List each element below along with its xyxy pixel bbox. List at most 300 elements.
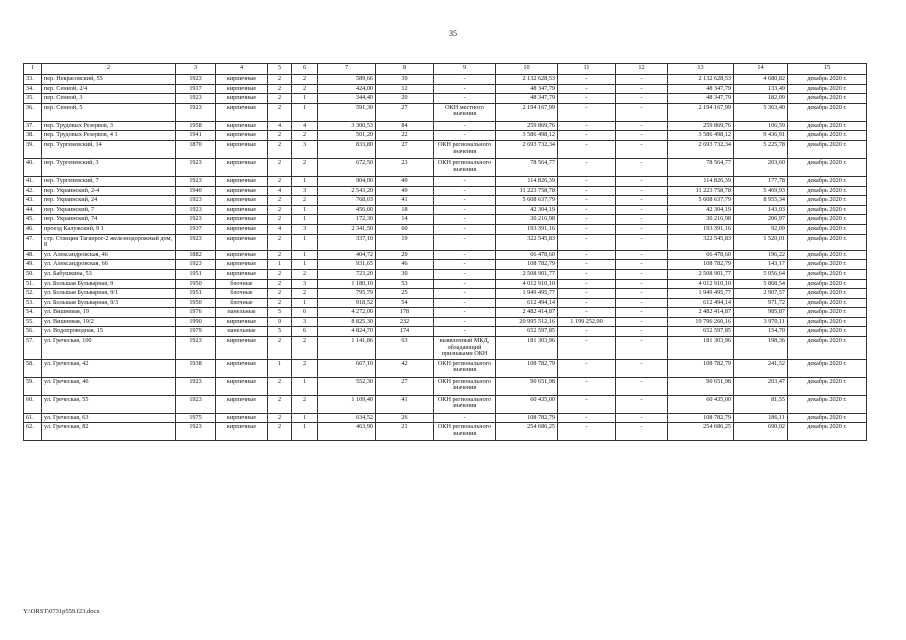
cell-heritage-status: -	[434, 269, 496, 279]
cell-entrances: 2	[292, 395, 318, 413]
cell-entrances: 1	[292, 377, 318, 395]
cell-area: 591,30	[318, 103, 376, 121]
cell-heritage-status: -	[434, 196, 496, 206]
cell-area: 634,52	[318, 413, 376, 423]
cell-entrances: 1	[292, 298, 318, 308]
cell-funding-other: -	[558, 158, 616, 176]
cell-owner-cost: 108 782,79	[668, 359, 734, 377]
cell-owner-cost: 612 494,14	[668, 298, 734, 308]
cell-funding-other: -	[558, 308, 616, 318]
cell-deadline: декабрь 2020 г.	[788, 298, 867, 308]
cell-funding-other: -	[558, 103, 616, 121]
cell-funding-extra: -	[616, 308, 668, 318]
cell-total-cost: 48 347,79	[496, 94, 558, 104]
cell-floors: 1	[268, 260, 292, 270]
table-row	[24, 308, 867, 318]
cell-funding-extra: -	[616, 140, 668, 158]
cell-row-number: 48.	[24, 250, 42, 260]
cell-funding-extra: -	[616, 215, 668, 225]
cell-wall-material: кирпичные	[216, 215, 268, 225]
cell-total-cost: 30 216,98	[496, 215, 558, 225]
cell-residents: 232	[376, 317, 434, 327]
header-row	[24, 64, 867, 75]
cell-wall-material: кирпичные	[216, 250, 268, 260]
cell-total-cost: 2 132 628,53	[496, 75, 558, 85]
cell-funding-other: -	[558, 205, 616, 215]
cell-floors: 2	[268, 75, 292, 85]
cell-residents: 20	[376, 250, 434, 260]
cell-entrances: 2	[292, 158, 318, 176]
cell-cost-per-sqm: 9 436,91	[734, 131, 788, 141]
cell-residents: 27	[376, 377, 434, 395]
cell-entrances: 1	[292, 103, 318, 121]
table-row	[24, 337, 867, 360]
cell-row-number: 37.	[24, 121, 42, 131]
cell-deadline: декабрь 2020 г.	[788, 176, 867, 186]
cell-cost-per-sqm: 5 868,54	[734, 279, 788, 289]
cell-deadline: декабрь 2020 г.	[788, 423, 867, 441]
cell-cost-per-sqm: 182,09	[734, 94, 788, 104]
cell-funding-extra: -	[616, 337, 668, 360]
cell-row-number: 45.	[24, 215, 42, 225]
cell-total-cost: 181 303,96	[496, 337, 558, 360]
cell-wall-material: кирпичные	[216, 186, 268, 196]
cell-deadline: декабрь 2020 г.	[788, 186, 867, 196]
cell-residents: 20	[376, 94, 434, 104]
cell-cost-per-sqm: 1 520,01	[734, 234, 788, 250]
cell-entrances: 2	[292, 269, 318, 279]
cell-address: ул. Бабушкина, 53	[42, 269, 176, 279]
cell-deadline: декабрь 2020 г.	[788, 269, 867, 279]
cell-cost-per-sqm: 971,72	[734, 298, 788, 308]
cell-entrances: 4	[292, 121, 318, 131]
table-row	[24, 158, 867, 176]
cell-residents: 53	[376, 279, 434, 289]
cell-entrances: 1	[292, 423, 318, 441]
cell-row-number: 49.	[24, 260, 42, 270]
cell-owner-cost: 108 782,79	[668, 413, 734, 423]
cell-deadline: декабрь 2020 г.	[788, 131, 867, 141]
cell-address: ул. Греческая, 46	[42, 377, 176, 395]
cell-row-number: 35.	[24, 94, 42, 104]
cell-address: ул. Греческая, 42	[42, 359, 176, 377]
cell-deadline: декабрь 2020 г.	[788, 205, 867, 215]
cell-entrances: 1	[292, 176, 318, 186]
cell-deadline: декабрь 2020 г.	[788, 94, 867, 104]
cell-heritage-status: -	[434, 279, 496, 289]
cell-address: стр. Станция Таганрог-2 железнодорожный дом, 8	[42, 234, 176, 250]
column-header-deadline: 15	[788, 64, 867, 75]
cell-floors: 1	[268, 359, 292, 377]
cell-row-number: 34.	[24, 84, 42, 94]
cell-wall-material: кирпичные	[216, 140, 268, 158]
cell-owner-cost: 3 586 498,12	[668, 131, 734, 141]
cell-funding-other: -	[558, 215, 616, 225]
cell-total-cost: 193 391,16	[496, 224, 558, 234]
cell-address: ул. Александровская, 46	[42, 250, 176, 260]
cell-address: пер. Тургеневский, 7	[42, 176, 176, 186]
cell-deadline: декабрь 2020 г.	[788, 317, 867, 327]
cell-row-number: 46.	[24, 224, 42, 234]
table-row	[24, 205, 867, 215]
cell-deadline: декабрь 2020 г.	[788, 279, 867, 289]
cell-deadline: декабрь 2020 г.	[788, 158, 867, 176]
cell-year-built: 1923	[176, 205, 216, 215]
cell-cost-per-sqm: 5 225,78	[734, 140, 788, 158]
cell-cost-per-sqm: 985,87	[734, 308, 788, 318]
cell-heritage-status: -	[434, 289, 496, 299]
cell-address: пер. Украинский, 2-4	[42, 186, 176, 196]
cell-funding-extra: -	[616, 224, 668, 234]
cell-wall-material: кирпичные	[216, 413, 268, 423]
column-header-cost-per-sqm: 14	[734, 64, 788, 75]
cell-residents: 178	[376, 308, 434, 318]
cell-heritage-status: -	[434, 308, 496, 318]
cell-heritage-status: ОКН регионального значения	[434, 359, 496, 377]
cell-address: ул. Водопроводная, 15	[42, 327, 176, 337]
cell-owner-cost: 181 303,96	[668, 337, 734, 360]
cell-heritage-status: -	[434, 234, 496, 250]
cell-residents: 174	[376, 327, 434, 337]
cell-funding-extra: -	[616, 176, 668, 186]
cell-wall-material: кирпичные	[216, 121, 268, 131]
table-row	[24, 327, 867, 337]
cell-deadline: декабрь 2020 г.	[788, 103, 867, 121]
cell-entrances: 2	[292, 337, 318, 360]
cell-year-built: 1923	[176, 215, 216, 225]
cell-area: 501,20	[318, 131, 376, 141]
cell-cost-per-sqm: 143,17	[734, 260, 788, 270]
cell-year-built: 1923	[176, 75, 216, 85]
cell-row-number: 57.	[24, 337, 42, 360]
cell-area: 344,40	[318, 94, 376, 104]
cell-deadline: декабрь 2020 г.	[788, 75, 867, 85]
cell-wall-material: кирпичные	[216, 205, 268, 215]
cell-area: 424,00	[318, 84, 376, 94]
cell-area: 931,65	[318, 260, 376, 270]
cell-residents: 41	[376, 196, 434, 206]
cell-funding-extra: -	[616, 359, 668, 377]
cell-funding-extra: -	[616, 84, 668, 94]
cell-entrances: 1	[292, 260, 318, 270]
cell-total-cost: 259 869,76	[496, 121, 558, 131]
column-header-floors: 5	[268, 64, 292, 75]
cell-area: 795,79	[318, 289, 376, 299]
cell-cost-per-sqm: 2 907,57	[734, 289, 788, 299]
cell-deadline: декабрь 2020 г.	[788, 337, 867, 360]
cell-funding-other: -	[558, 413, 616, 423]
cell-heritage-status: -	[434, 84, 496, 94]
cell-address: ул. Вишневая, 19/2	[42, 317, 176, 327]
cell-year-built: 1958	[176, 121, 216, 131]
cell-deadline: декабрь 2020 г.	[788, 234, 867, 250]
cell-residents: 19	[376, 234, 434, 250]
cell-funding-other: -	[558, 260, 616, 270]
cell-floors: 4	[268, 224, 292, 234]
column-header-funding-extra: 12	[616, 64, 668, 75]
cell-heritage-status: -	[434, 224, 496, 234]
cell-heritage-status: -	[434, 205, 496, 215]
cell-owner-cost: 42 304,19	[668, 205, 734, 215]
cell-funding-other: -	[558, 298, 616, 308]
cell-funding-extra: -	[616, 186, 668, 196]
cell-row-number: 60.	[24, 395, 42, 413]
cell-year-built: 1923	[176, 423, 216, 441]
cell-year-built: 1923	[176, 103, 216, 121]
cell-funding-extra: -	[616, 103, 668, 121]
cell-residents: 30	[376, 269, 434, 279]
cell-row-number: 43.	[24, 196, 42, 206]
cell-total-cost: 652 597,85	[496, 327, 558, 337]
table-row	[24, 215, 867, 225]
cell-funding-extra: -	[616, 395, 668, 413]
cell-floors: 2	[268, 337, 292, 360]
cell-area: 337,10	[318, 234, 376, 250]
cell-total-cost: 1 949 495,77	[496, 289, 558, 299]
cell-owner-cost: 5 608 637,79	[668, 196, 734, 206]
cell-cost-per-sqm: 5 469,93	[734, 186, 788, 196]
column-header-residents: 8	[376, 64, 434, 75]
cell-residents: 21	[376, 423, 434, 441]
cell-row-number: 56.	[24, 327, 42, 337]
cell-area: 1 180,10	[318, 279, 376, 289]
cell-total-cost: 48 347,79	[496, 84, 558, 94]
cell-total-cost: 90 651,98	[496, 377, 558, 395]
cell-funding-other: -	[558, 94, 616, 104]
cell-floors: 4	[268, 186, 292, 196]
cell-year-built: 1923	[176, 94, 216, 104]
cell-heritage-status: ОКН местного значения	[434, 103, 496, 121]
cell-owner-cost: 1 949 495,77	[668, 289, 734, 299]
cell-funding-other: -	[558, 121, 616, 131]
cell-row-number: 47.	[24, 234, 42, 250]
cell-residents: 63	[376, 337, 434, 360]
cell-address: ул. Александровская, 66	[42, 260, 176, 270]
cell-funding-extra: -	[616, 423, 668, 441]
cell-funding-other: -	[558, 337, 616, 360]
cell-total-cost: 4 012 910,10	[496, 279, 558, 289]
cell-entrances: 2	[292, 75, 318, 85]
cell-funding-other: -	[558, 196, 616, 206]
cell-cost-per-sqm: 206,97	[734, 215, 788, 225]
table-row	[24, 186, 867, 196]
cell-floors: 5	[268, 308, 292, 318]
cell-deadline: декабрь 2020 г.	[788, 377, 867, 395]
cell-funding-other: -	[558, 395, 616, 413]
cell-owner-cost: 2 693 732,34	[668, 140, 734, 158]
cell-owner-cost: 193 391,16	[668, 224, 734, 234]
cell-area: 904,00	[318, 176, 376, 186]
cell-heritage-status: -	[434, 298, 496, 308]
cell-cost-per-sqm: 143,03	[734, 205, 788, 215]
cell-floors: 2	[268, 84, 292, 94]
cell-row-number: 36.	[24, 103, 42, 121]
cell-row-number: 61.	[24, 413, 42, 423]
cell-area: 1 141,86	[318, 337, 376, 360]
table-row	[24, 423, 867, 441]
cell-wall-material: блочные	[216, 279, 268, 289]
cell-address: пер. Тургеневский, 3	[42, 158, 176, 176]
cell-cost-per-sqm: 154,70	[734, 327, 788, 337]
cell-funding-extra: -	[616, 413, 668, 423]
cell-entrances: 6	[292, 327, 318, 337]
cell-funding-extra: -	[616, 250, 668, 260]
cell-area: 4 824,70	[318, 327, 376, 337]
cell-heritage-status: ОКН регионального значения	[434, 395, 496, 413]
cell-entrances: 1	[292, 234, 318, 250]
cell-address: пер. Сенной, 2/4	[42, 84, 176, 94]
cell-entrances: 3	[292, 186, 318, 196]
cell-funding-extra: -	[616, 279, 668, 289]
cell-funding-extra: -	[616, 196, 668, 206]
cell-wall-material: кирпичные	[216, 317, 268, 327]
cell-row-number: 42.	[24, 186, 42, 196]
cell-residents: 22	[376, 131, 434, 141]
cell-floors: 2	[268, 279, 292, 289]
cell-owner-cost: 259 869,76	[668, 121, 734, 131]
cell-residents: 49	[376, 186, 434, 196]
cell-cost-per-sqm: 81,55	[734, 395, 788, 413]
cell-residents: 39	[376, 75, 434, 85]
cell-entrances: 1	[292, 215, 318, 225]
cell-deadline: декабрь 2020 г.	[788, 359, 867, 377]
table-row	[24, 289, 867, 299]
cell-heritage-status: -	[434, 186, 496, 196]
cell-wall-material: панельные	[216, 308, 268, 318]
cell-cost-per-sqm: 106,59	[734, 121, 788, 131]
cell-entrances: 1	[292, 250, 318, 260]
cell-owner-cost: 114 826,39	[668, 176, 734, 186]
cell-address: пер. Некрасовский, 55	[42, 75, 176, 85]
cell-year-built: 1940	[176, 186, 216, 196]
cell-wall-material: кирпичные	[216, 423, 268, 441]
cell-area: 833,80	[318, 140, 376, 158]
cell-address: ул. Большая Бульварная, 9/1	[42, 289, 176, 299]
table-row	[24, 413, 867, 423]
cell-address: ул. Большая Бульварная, 9/3	[42, 298, 176, 308]
cell-funding-other: 1 199 252,00	[558, 317, 616, 327]
cell-area: 1 109,40	[318, 395, 376, 413]
cell-floors: 2	[268, 250, 292, 260]
cell-owner-cost: 48 347,79	[668, 84, 734, 94]
cell-residents: 49	[376, 176, 434, 186]
cell-residents: 54	[376, 298, 434, 308]
cell-owner-cost: 48 347,79	[668, 94, 734, 104]
cell-cost-per-sqm: 198,36	[734, 337, 788, 360]
cell-residents: 42	[376, 359, 434, 377]
cell-heritage-status: -	[434, 176, 496, 186]
cell-residents: 41	[376, 395, 434, 413]
cell-wall-material: кирпичные	[216, 377, 268, 395]
cell-cost-per-sqm: 133,49	[734, 84, 788, 94]
cell-deadline: декабрь 2020 г.	[788, 196, 867, 206]
cell-row-number: 40.	[24, 158, 42, 176]
cell-heritage-status: -	[434, 94, 496, 104]
cell-deadline: декабрь 2020 г.	[788, 224, 867, 234]
cell-total-cost: 2 693 732,34	[496, 140, 558, 158]
table-row	[24, 269, 867, 279]
cell-area: 456,00	[318, 205, 376, 215]
table-body	[24, 75, 867, 441]
cell-row-number: 50.	[24, 269, 42, 279]
cell-total-cost: 322 545,83	[496, 234, 558, 250]
cell-entrances: 2	[292, 84, 318, 94]
cell-wall-material: кирпичные	[216, 75, 268, 85]
cell-entrances: 6	[292, 308, 318, 318]
cell-residents: 12	[376, 84, 434, 94]
cell-entrances: 2	[292, 131, 318, 141]
cell-cost-per-sqm: 203,60	[734, 158, 788, 176]
cell-cost-per-sqm: 690,02	[734, 423, 788, 441]
cell-residents: 27	[376, 140, 434, 158]
cell-cost-per-sqm: 8 955,34	[734, 196, 788, 206]
cell-owner-cost: 19 796 260,16	[668, 317, 734, 327]
cell-floors: 2	[268, 423, 292, 441]
cell-wall-material: кирпичные	[216, 260, 268, 270]
cell-total-cost: 2 482 414,87	[496, 308, 558, 318]
table-row	[24, 103, 867, 121]
cell-funding-extra: -	[616, 269, 668, 279]
cell-total-cost: 42 304,19	[496, 205, 558, 215]
cell-entrances: 1	[292, 413, 318, 423]
cell-heritage-status: -	[434, 327, 496, 337]
cell-year-built: 1951	[176, 269, 216, 279]
cell-entrances: 1	[292, 94, 318, 104]
footer-path: Y:\ORST\0731p559.f23.docx	[23, 608, 100, 615]
cell-floors: 2	[268, 176, 292, 186]
cell-area: 3 300,53	[318, 121, 376, 131]
cell-owner-cost: 108 782,79	[668, 260, 734, 270]
cell-area: 672,50	[318, 158, 376, 176]
column-header-area: 7	[318, 64, 376, 75]
cell-funding-other: -	[558, 75, 616, 85]
cell-owner-cost: 2 508 901,77	[668, 269, 734, 279]
cell-area: 404,72	[318, 250, 376, 260]
cell-total-cost: 11 223 758,78	[496, 186, 558, 196]
cell-entrances: 3	[292, 279, 318, 289]
cell-area: 172,30	[318, 215, 376, 225]
table-row	[24, 224, 867, 234]
cell-total-cost: 612 494,14	[496, 298, 558, 308]
cell-funding-extra: -	[616, 94, 668, 104]
cell-area: 8 825,30	[318, 317, 376, 327]
cell-residents: 27	[376, 103, 434, 121]
cell-deadline: декабрь 2020 г.	[788, 215, 867, 225]
cell-heritage-status: -	[434, 317, 496, 327]
cell-owner-cost: 2 482 414,87	[668, 308, 734, 318]
cell-floors: 5	[268, 327, 292, 337]
cell-entrances: 1	[292, 205, 318, 215]
cell-funding-other: -	[558, 250, 616, 260]
cell-address: пер. Сенной, 3	[42, 94, 176, 104]
cell-funding-other: -	[558, 131, 616, 141]
cell-floors: 2	[268, 103, 292, 121]
cell-year-built: 1990	[176, 317, 216, 327]
cell-owner-cost: 30 216,98	[668, 215, 734, 225]
cell-residents: 26	[376, 413, 434, 423]
column-header-entrances: 6	[292, 64, 318, 75]
cell-wall-material: кирпичные	[216, 395, 268, 413]
cell-area: 2 543,20	[318, 186, 376, 196]
cell-address: пер. Украинский, 24	[42, 196, 176, 206]
cell-area: 463,90	[318, 423, 376, 441]
cell-wall-material: кирпичные	[216, 94, 268, 104]
cell-address: пер. Сенной, 5	[42, 103, 176, 121]
cell-deadline: декабрь 2020 г.	[788, 84, 867, 94]
table-row	[24, 298, 867, 308]
page-number: 35	[449, 29, 457, 38]
column-header-address: 2	[42, 64, 176, 75]
